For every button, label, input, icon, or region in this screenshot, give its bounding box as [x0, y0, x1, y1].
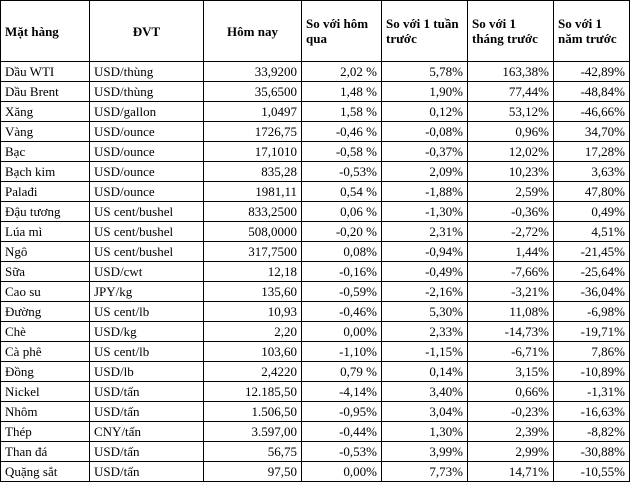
- cell-item: Dầu WTI: [1, 62, 90, 82]
- header-row: [1, 1, 630, 62]
- table-row: [1, 322, 630, 342]
- cell-today: 2,4220: [204, 362, 302, 382]
- table-row: [1, 282, 630, 302]
- table-row: [1, 442, 630, 462]
- table-row: [1, 242, 630, 262]
- cell-today: 56,75: [204, 442, 302, 462]
- cell-vs-1-week: 3,99%: [382, 442, 468, 462]
- cell-vs-yesterday: 0,79 %: [302, 362, 382, 382]
- cell-vs-1-week: 3,40%: [382, 382, 468, 402]
- table-row: [1, 102, 630, 122]
- header-vs-yesterday: So với hôm qua: [302, 1, 382, 62]
- cell-item: Than đá: [1, 442, 90, 462]
- cell-vs-1-year: -36,04%: [554, 282, 630, 302]
- table-row: [1, 422, 630, 442]
- cell-vs-yesterday: 0,06 %: [302, 202, 382, 222]
- cell-vs-1-year: -1,31%: [554, 382, 630, 402]
- cell-vs-1-month: 1,44%: [468, 242, 554, 262]
- cell-item: Sữa: [1, 262, 90, 282]
- cell-vs-1-week: 2,31%: [382, 222, 468, 242]
- cell-item: Nhôm: [1, 402, 90, 422]
- table-row: [1, 362, 630, 382]
- table-row: [1, 462, 630, 482]
- cell-vs-1-month: -14,73%: [468, 322, 554, 342]
- cell-vs-1-week: 1,30%: [382, 422, 468, 442]
- cell-vs-yesterday: -0,46%: [302, 302, 382, 322]
- cell-vs-yesterday: 1,58 %: [302, 102, 382, 122]
- cell-vs-1-week: 0,14%: [382, 362, 468, 382]
- cell-today: 10,93: [204, 302, 302, 322]
- cell-item: Vàng: [1, 122, 90, 142]
- cell-vs-1-month: 14,71%: [468, 462, 554, 482]
- cell-item: Đường: [1, 302, 90, 322]
- cell-vs-1-week: 5,30%: [382, 302, 468, 322]
- cell-vs-yesterday: -0,44%: [302, 422, 382, 442]
- table-row: [1, 342, 630, 362]
- cell-today: 1.506,50: [204, 402, 302, 422]
- cell-vs-1-year: -21,45%: [554, 242, 630, 262]
- cell-vs-1-week: -2,16%: [382, 282, 468, 302]
- cell-vs-yesterday: 0,08%: [302, 242, 382, 262]
- cell-item: Thép: [1, 422, 90, 442]
- cell-vs-1-year: -16,63%: [554, 402, 630, 422]
- table-row: [1, 82, 630, 102]
- cell-vs-1-year: -19,71%: [554, 322, 630, 342]
- cell-item: Chè: [1, 322, 90, 342]
- cell-vs-yesterday: -0,58 %: [302, 142, 382, 162]
- cell-vs-1-month: -7,66%: [468, 262, 554, 282]
- cell-today: 317,7500: [204, 242, 302, 262]
- cell-vs-1-year: -10,89%: [554, 362, 630, 382]
- cell-vs-yesterday: 0,00%: [302, 462, 382, 482]
- cell-vs-yesterday: -1,10%: [302, 342, 382, 362]
- table-row: [1, 182, 630, 202]
- cell-today: 17,1010: [204, 142, 302, 162]
- cell-item: Palađi: [1, 182, 90, 202]
- cell-vs-1-month: 2,99%: [468, 442, 554, 462]
- cell-item: Bạch kim: [1, 162, 90, 182]
- cell-vs-yesterday: -0,46 %: [302, 122, 382, 142]
- cell-item: Cà phê: [1, 342, 90, 362]
- cell-vs-1-year: 4,51%: [554, 222, 630, 242]
- cell-vs-1-month: 3,15%: [468, 362, 554, 382]
- cell-unit: USD/kg: [90, 322, 204, 342]
- cell-vs-1-year: -42,89%: [554, 62, 630, 82]
- cell-vs-1-week: 7,73%: [382, 462, 468, 482]
- cell-vs-1-year: 34,70%: [554, 122, 630, 142]
- cell-item: Đậu tương: [1, 202, 90, 222]
- cell-vs-yesterday: 1,48 %: [302, 82, 382, 102]
- cell-vs-1-week: -1,88%: [382, 182, 468, 202]
- cell-vs-1-month: 12,02%: [468, 142, 554, 162]
- table-row: [1, 202, 630, 222]
- cell-vs-1-month: 11,08%: [468, 302, 554, 322]
- cell-vs-1-year: 7,86%: [554, 342, 630, 362]
- table-header: [1, 1, 630, 62]
- table-row: [1, 62, 630, 82]
- cell-vs-yesterday: -0,20 %: [302, 222, 382, 242]
- cell-item: Quặng sắt: [1, 462, 90, 482]
- cell-vs-1-month: 2,59%: [468, 182, 554, 202]
- cell-vs-1-year: 3,63%: [554, 162, 630, 182]
- cell-vs-1-week: 1,90%: [382, 82, 468, 102]
- cell-vs-1-month: -3,21%: [468, 282, 554, 302]
- cell-today: 1,0497: [204, 102, 302, 122]
- cell-today: 2,20: [204, 322, 302, 342]
- cell-unit: USD/cwt: [90, 262, 204, 282]
- cell-today: 135,60: [204, 282, 302, 302]
- cell-vs-1-month: 2,39%: [468, 422, 554, 442]
- cell-today: 3.597,00: [204, 422, 302, 442]
- table-row: [1, 142, 630, 162]
- cell-today: 97,50: [204, 462, 302, 482]
- cell-vs-1-week: 2,33%: [382, 322, 468, 342]
- cell-vs-1-week: -0,94%: [382, 242, 468, 262]
- cell-vs-yesterday: -0,16%: [302, 262, 382, 282]
- cell-unit: USD/ounce: [90, 162, 204, 182]
- cell-unit: US cent/bushel: [90, 202, 204, 222]
- cell-vs-1-month: -2,72%: [468, 222, 554, 242]
- cell-vs-1-year: -46,66%: [554, 102, 630, 122]
- cell-unit: US cent/lb: [90, 302, 204, 322]
- table-row: [1, 402, 630, 422]
- cell-unit: USD/gallon: [90, 102, 204, 122]
- cell-unit: USD/lb: [90, 362, 204, 382]
- table-row: [1, 302, 630, 322]
- cell-today: 12.185,50: [204, 382, 302, 402]
- table-row: [1, 222, 630, 242]
- cell-vs-yesterday: -0,53%: [302, 442, 382, 462]
- cell-item: Cao su: [1, 282, 90, 302]
- cell-item: Xăng: [1, 102, 90, 122]
- cell-vs-1-year: -10,55%: [554, 462, 630, 482]
- cell-vs-1-year: -30,88%: [554, 442, 630, 462]
- cell-vs-1-year: 17,28%: [554, 142, 630, 162]
- table-row: [1, 122, 630, 142]
- cell-item: Lúa mì: [1, 222, 90, 242]
- header-vs-1-month: So với 1 tháng trước: [468, 1, 554, 62]
- cell-unit: USD/ounce: [90, 142, 204, 162]
- cell-vs-1-year: 0,49%: [554, 202, 630, 222]
- cell-vs-yesterday: -4,14%: [302, 382, 382, 402]
- cell-today: 1726,75: [204, 122, 302, 142]
- cell-today: 508,0000: [204, 222, 302, 242]
- cell-vs-1-month: 0,66%: [468, 382, 554, 402]
- cell-unit: USD/thùng: [90, 62, 204, 82]
- cell-vs-1-month: 10,23%: [468, 162, 554, 182]
- cell-vs-1-week: 3,04%: [382, 402, 468, 422]
- cell-today: 12,18: [204, 262, 302, 282]
- cell-unit: USD/tấn: [90, 462, 204, 482]
- cell-vs-yesterday: 0,00%: [302, 322, 382, 342]
- cell-vs-1-week: -1,15%: [382, 342, 468, 362]
- table-body: [1, 62, 630, 482]
- header-vs-1-year: So với 1 năm trước: [554, 1, 630, 62]
- cell-vs-1-week: 5,78%: [382, 62, 468, 82]
- cell-unit: USD/tấn: [90, 402, 204, 422]
- cell-today: 103,60: [204, 342, 302, 362]
- cell-item: Đồng: [1, 362, 90, 382]
- cell-vs-yesterday: 2,02 %: [302, 62, 382, 82]
- cell-today: 833,2500: [204, 202, 302, 222]
- cell-unit: USD/tấn: [90, 442, 204, 462]
- header-vs-1-week: So với 1 tuần trước: [382, 1, 468, 62]
- table-row: [1, 262, 630, 282]
- cell-unit: USD/tấn: [90, 382, 204, 402]
- cell-item: Bạc: [1, 142, 90, 162]
- cell-vs-1-month: 0,96%: [468, 122, 554, 142]
- cell-vs-1-month: 163,38%: [468, 62, 554, 82]
- cell-unit: USD/thùng: [90, 82, 204, 102]
- cell-vs-1-month: -0,23%: [468, 402, 554, 422]
- cell-vs-yesterday: -0,95%: [302, 402, 382, 422]
- cell-unit: US cent/lb: [90, 342, 204, 362]
- cell-vs-1-week: -0,08%: [382, 122, 468, 142]
- cell-vs-1-week: 0,12%: [382, 102, 468, 122]
- cell-vs-1-month: 53,12%: [468, 102, 554, 122]
- header-unit: ĐVT: [90, 1, 204, 62]
- cell-unit: JPY/kg: [90, 282, 204, 302]
- cell-vs-1-week: 2,09%: [382, 162, 468, 182]
- cell-vs-1-year: -48,84%: [554, 82, 630, 102]
- cell-vs-yesterday: -0,59%: [302, 282, 382, 302]
- cell-vs-yesterday: 0,54 %: [302, 182, 382, 202]
- cell-item: Nickel: [1, 382, 90, 402]
- cell-unit: USD/ounce: [90, 122, 204, 142]
- cell-vs-1-month: 77,44%: [468, 82, 554, 102]
- cell-vs-1-month: -6,71%: [468, 342, 554, 362]
- cell-vs-1-week: -0,37%: [382, 142, 468, 162]
- cell-unit: CNY/tấn: [90, 422, 204, 442]
- table-row: [1, 162, 630, 182]
- cell-item: Dầu Brent: [1, 82, 90, 102]
- cell-vs-1-month: -0,36%: [468, 202, 554, 222]
- cell-vs-1-week: -1,30%: [382, 202, 468, 222]
- cell-unit: USD/ounce: [90, 182, 204, 202]
- cell-unit: US cent/bushel: [90, 222, 204, 242]
- cell-vs-1-year: -8,82%: [554, 422, 630, 442]
- cell-today: 835,28: [204, 162, 302, 182]
- cell-vs-1-year: -6,98%: [554, 302, 630, 322]
- cell-vs-1-year: 47,80%: [554, 182, 630, 202]
- header-item: Mặt hàng: [1, 1, 90, 62]
- cell-vs-1-week: -0,49%: [382, 262, 468, 282]
- cell-unit: US cent/bushel: [90, 242, 204, 262]
- cell-today: 35,6500: [204, 82, 302, 102]
- table-row: [1, 382, 630, 402]
- cell-vs-yesterday: -0,53%: [302, 162, 382, 182]
- cell-vs-1-year: -25,64%: [554, 262, 630, 282]
- cell-today: 33,9200: [204, 62, 302, 82]
- header-today: Hôm nay: [204, 1, 302, 62]
- cell-today: 1981,11: [204, 182, 302, 202]
- cell-item: Ngô: [1, 242, 90, 262]
